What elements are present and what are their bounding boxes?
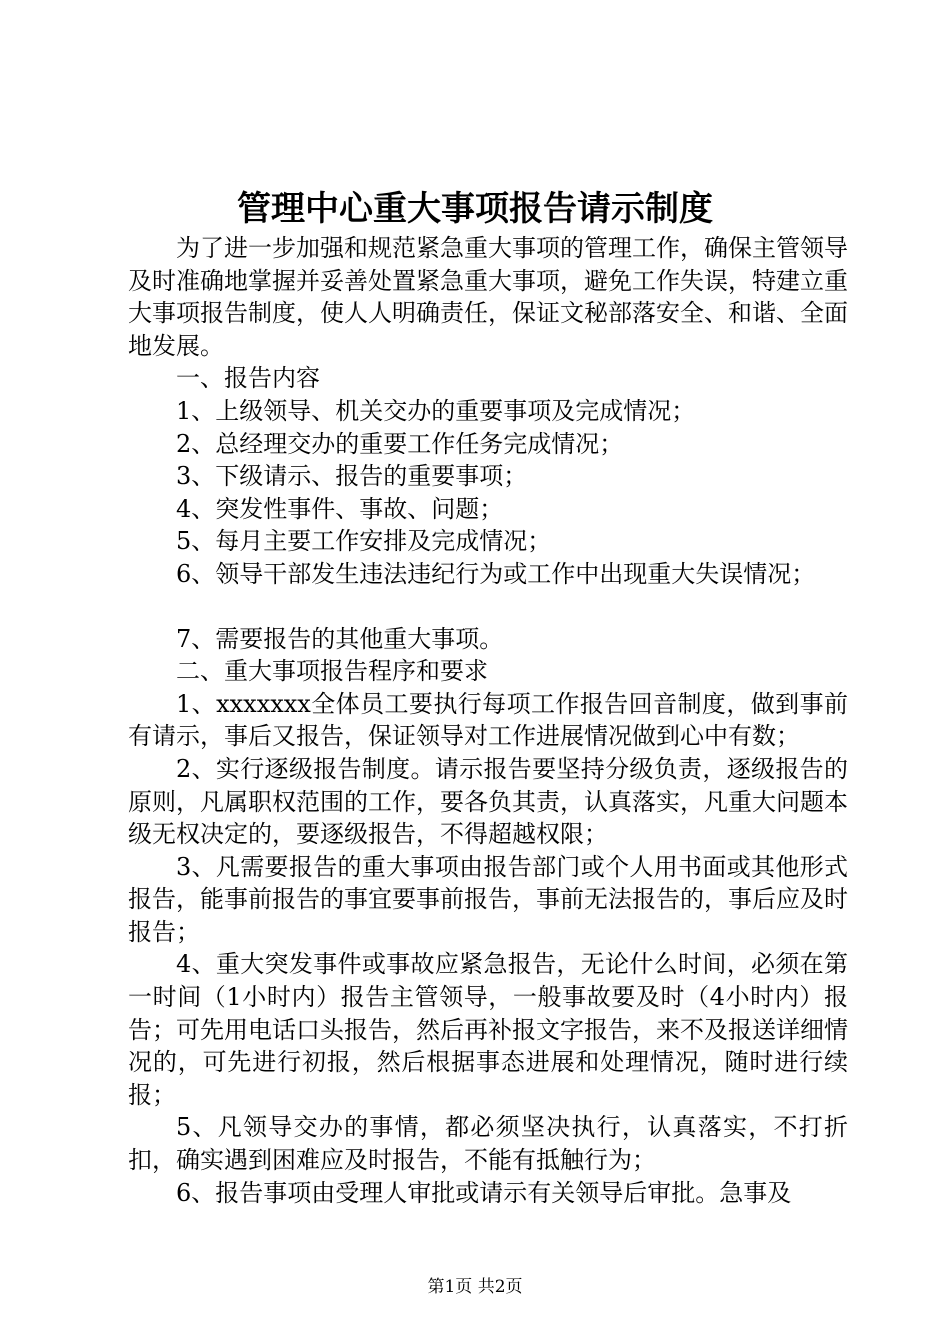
- document-title: 管理中心重大事项报告请示制度: [237, 189, 713, 229]
- page-footer: 第1页 共2页: [427, 1277, 523, 1297]
- list-item: 1、上级领导、机关交办的重要事项及完成情况；: [176, 396, 696, 425]
- procedure-paragraph: 1、xxxxxxx全体员工要执行每项工作报告回音制度，做到事前有请示，事后又报告，保证领导对工作进展情况做到心中有数；: [128, 689, 848, 751]
- intro-paragraph: 为了进一步加强和规范紧急重大事项的管理工作，确保主管领导及时准确地掌握并妥善处置紧急重大事项，避免工作失误，特建立重大事项报告制度，使人人明确责任，保证文秘部落安全、和谐、全面地发展。: [128, 234, 848, 360]
- procedure-paragraph: 5、凡领导交办的事情，都必须坚决执行，认真落实，不打折扣，确实遇到困难应及时报告，不能有抵触行为；: [128, 1113, 848, 1175]
- blank-line: [128, 591, 848, 623]
- list-item: 4、突发性事件、事故、问题；: [176, 494, 504, 523]
- procedure-paragraph: 3、凡需要报告的重大事项由报告部门或个人用书面或其他形式报告，能事前报告的事宜要事前报告，事前无法报告的，事后应及时报告；: [128, 852, 848, 946]
- list-item: 3、下级请示、报告的重要事项；: [176, 462, 528, 491]
- list-item: 6、领导干部发生违法违纪行为或工作中出现重大失误情况；: [176, 559, 816, 588]
- section-heading-report-content: 一、报告内容: [176, 364, 320, 393]
- list-item: 5、每月主要工作安排及完成情况；: [176, 527, 552, 556]
- procedure-paragraph: 4、重大突发事件或事故应紧急报告，无论什么时间，必须在第一时间（1小时内）报告主管领导，一般事故要及时（4小时内）报告；可先用电话口头报告，然后再补报文字报告，来不及报送详细情况的，可先进行初报，然后根据事态进展和处理情况，随时进行续报；: [128, 950, 848, 1109]
- document-body: [128, 232, 848, 1209]
- list-item: 7、需要报告的其他重大事项。: [176, 624, 504, 653]
- section-heading-procedure: 二、重大事项报告程序和要求: [176, 657, 488, 686]
- procedure-paragraph: 6、报告事项由受理人审批或请示有关领导后审批。急事及: [176, 1178, 792, 1207]
- list-item: 2、总经理交办的重要工作任务完成情况；: [176, 429, 624, 458]
- procedure-paragraph: 2、实行逐级报告制度。请示报告要坚持分级负责，逐级报告的原则，凡属职权范围的工作，要各负其责，认真落实，凡重大问题本级无权决定的，要逐级报告，不得超越权限；: [128, 754, 848, 849]
